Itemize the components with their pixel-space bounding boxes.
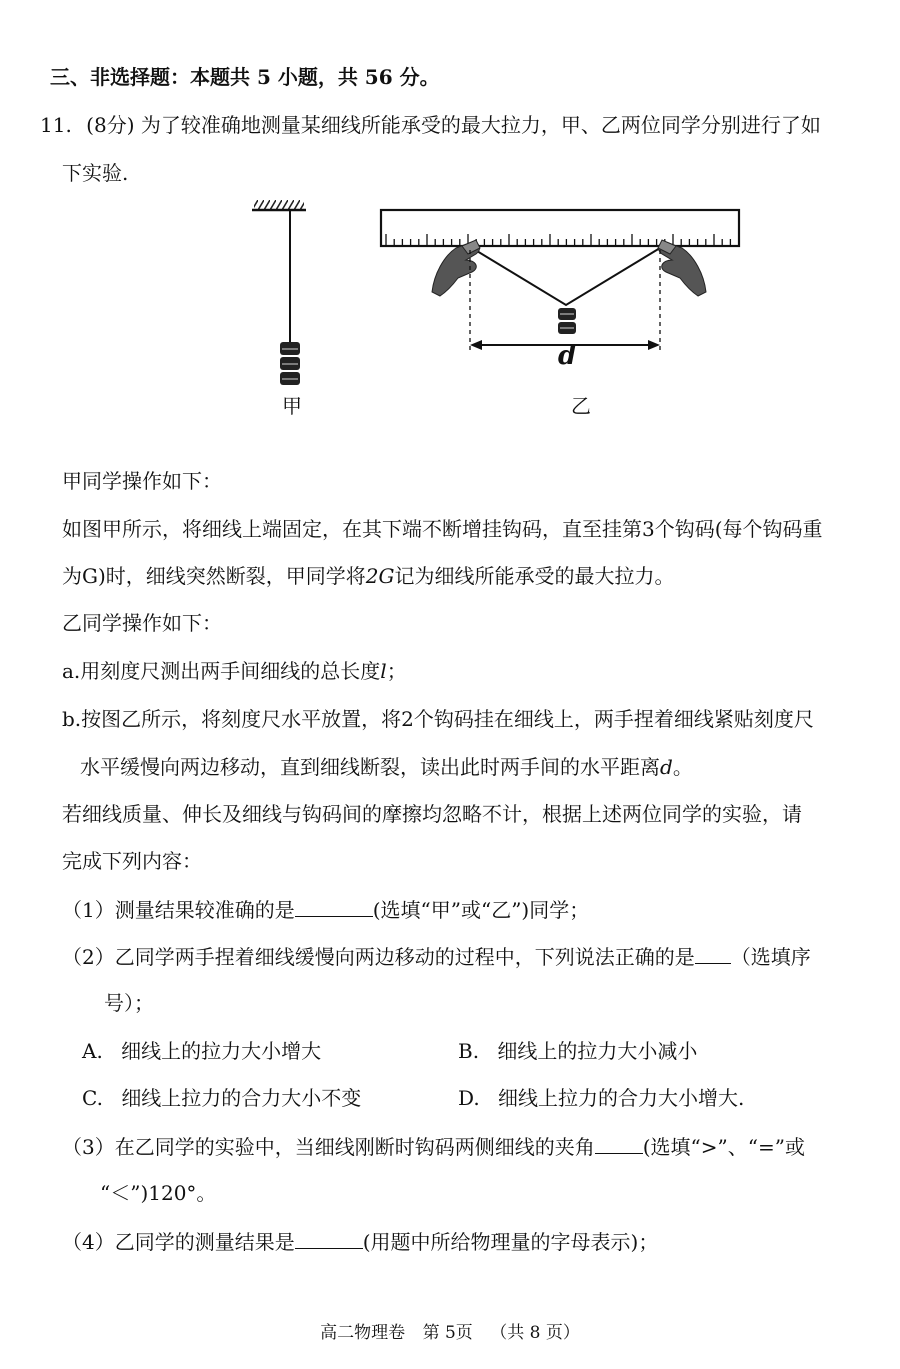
yi-step-b2 — [80, 754, 693, 780]
option-b-text: 细线上的拉力大小减小 — [497, 1039, 698, 1063]
yi-step-a-end: ； — [386, 659, 407, 683]
jia-line2-var: 2G — [365, 564, 395, 588]
distance-label: d — [558, 341, 577, 371]
option-a-key: A. — [82, 1039, 103, 1063]
page-footer — [0, 1318, 900, 1343]
jia-line1: 如图甲所示，将细线上端固定，在其下端不断增挂钩码，直至挂第3个钩码(每个钩码重 — [62, 517, 823, 541]
question-stem-line2: 下实验. — [62, 161, 129, 185]
q1-answer-blank[interactable] — [295, 896, 373, 917]
jia-line2-text-b: 记为细线所能承受的最大拉力。 — [394, 564, 675, 588]
yi-step-b2-var: d — [660, 755, 673, 779]
intro-line1: 若细线质量、伸长及细线与钩码间的摩擦均忽略不计，根据上述两位同学的实验，请 — [62, 802, 802, 826]
sub-question-4 — [62, 1228, 658, 1255]
figure-label-yi: 乙 — [571, 394, 591, 418]
ruler — [381, 210, 739, 246]
q4-text-b: (用题中所给物理量的字母表示)； — [362, 1230, 659, 1254]
option-c-key: C. — [82, 1086, 103, 1110]
q2-line2: 号）； — [104, 991, 154, 1015]
option-a — [82, 1038, 321, 1064]
q3-text-a: （3）在乙同学的实验中，当细线刚断时钩码两侧细线的夹角 — [62, 1135, 595, 1159]
jia-line2 — [62, 563, 674, 589]
jia-line2-text-a: 为G)时，细线突然断裂，甲同学将 — [62, 564, 366, 588]
q1-text-a: （1）测量结果较准确的是 — [62, 898, 295, 922]
left-hand-icon — [432, 240, 480, 296]
experiment-figure — [240, 190, 760, 430]
thread-yi — [472, 248, 660, 305]
q4-answer-blank[interactable] — [295, 1228, 363, 1249]
footer-total: （共 8 页） — [490, 1323, 580, 1343]
ceiling-support — [252, 200, 306, 210]
option-d-text: 细线上拉力的合力大小增大. — [498, 1086, 745, 1110]
intro-line2: 完成下列内容： — [62, 849, 202, 873]
option-c-text: 细线上拉力的合力大小不变 — [121, 1086, 362, 1110]
option-d-key: D. — [458, 1086, 480, 1110]
sub-question-1 — [62, 896, 589, 923]
sub-question-2 — [62, 943, 811, 970]
yi-step-a-text: a.用刻度尺测出两手间细线的总长度 — [62, 659, 381, 683]
hook-weights-yi — [558, 308, 576, 334]
q3-text-b: (选填“>”、“=”或 — [642, 1135, 805, 1159]
footer-subject: 高二物理卷 — [320, 1323, 406, 1343]
yi-step-b2-text: 水平缓慢向两边移动，直到细线断裂，读出此时两手间的水平距离 — [80, 755, 660, 779]
q2-text-b: （选填序 — [730, 945, 811, 969]
option-c — [82, 1085, 361, 1111]
question-points: (8分) — [86, 113, 135, 137]
q3-line2: “＜”)120°。 — [100, 1181, 217, 1205]
q4-text-a: （4）乙同学的测量结果是 — [62, 1230, 295, 1254]
question-stem-line1 — [40, 112, 821, 138]
section-heading: 三、非选择题：本题共 5 小题，共 56 分。 — [50, 65, 440, 89]
q1-text-b: (选填“甲”或“乙”)同学； — [372, 898, 590, 922]
option-d — [458, 1085, 744, 1111]
yi-step-a-var: l — [380, 659, 387, 683]
question-number: 11. — [40, 113, 72, 137]
experiment-diagram — [240, 190, 760, 430]
q3-answer-blank[interactable] — [595, 1133, 643, 1154]
jia-title: 甲同学操作如下： — [62, 469, 222, 493]
right-hand-icon — [658, 240, 706, 296]
q2-answer-blank[interactable] — [695, 943, 731, 964]
figure-label-jia: 甲 — [282, 394, 302, 418]
option-b-key: B. — [458, 1039, 480, 1063]
sub-question-3 — [62, 1133, 805, 1160]
yi-step-b1: b.按图乙所示，将刻度尺水平放置，将2个钩码挂在细线上，两手捏着细线紧贴刻度尺 — [62, 707, 814, 731]
yi-step-b2-end: 。 — [672, 755, 693, 779]
yi-title: 乙同学操作如下： — [62, 611, 222, 635]
q2-text-a: （2）乙同学两手捏着细线缓慢向两边移动的过程中，下列说法正确的是 — [62, 945, 695, 969]
yi-step-a — [62, 658, 407, 684]
question-stem-text: 为了较准确地测量某细线所能承受的最大拉力，甲、乙两位同学分别进行了如 — [140, 113, 821, 137]
footer-page: 第 5页 — [422, 1323, 473, 1343]
hook-weights-jia — [280, 342, 300, 385]
option-b — [458, 1038, 697, 1064]
option-a-text: 细线上的拉力大小增大 — [121, 1039, 322, 1063]
